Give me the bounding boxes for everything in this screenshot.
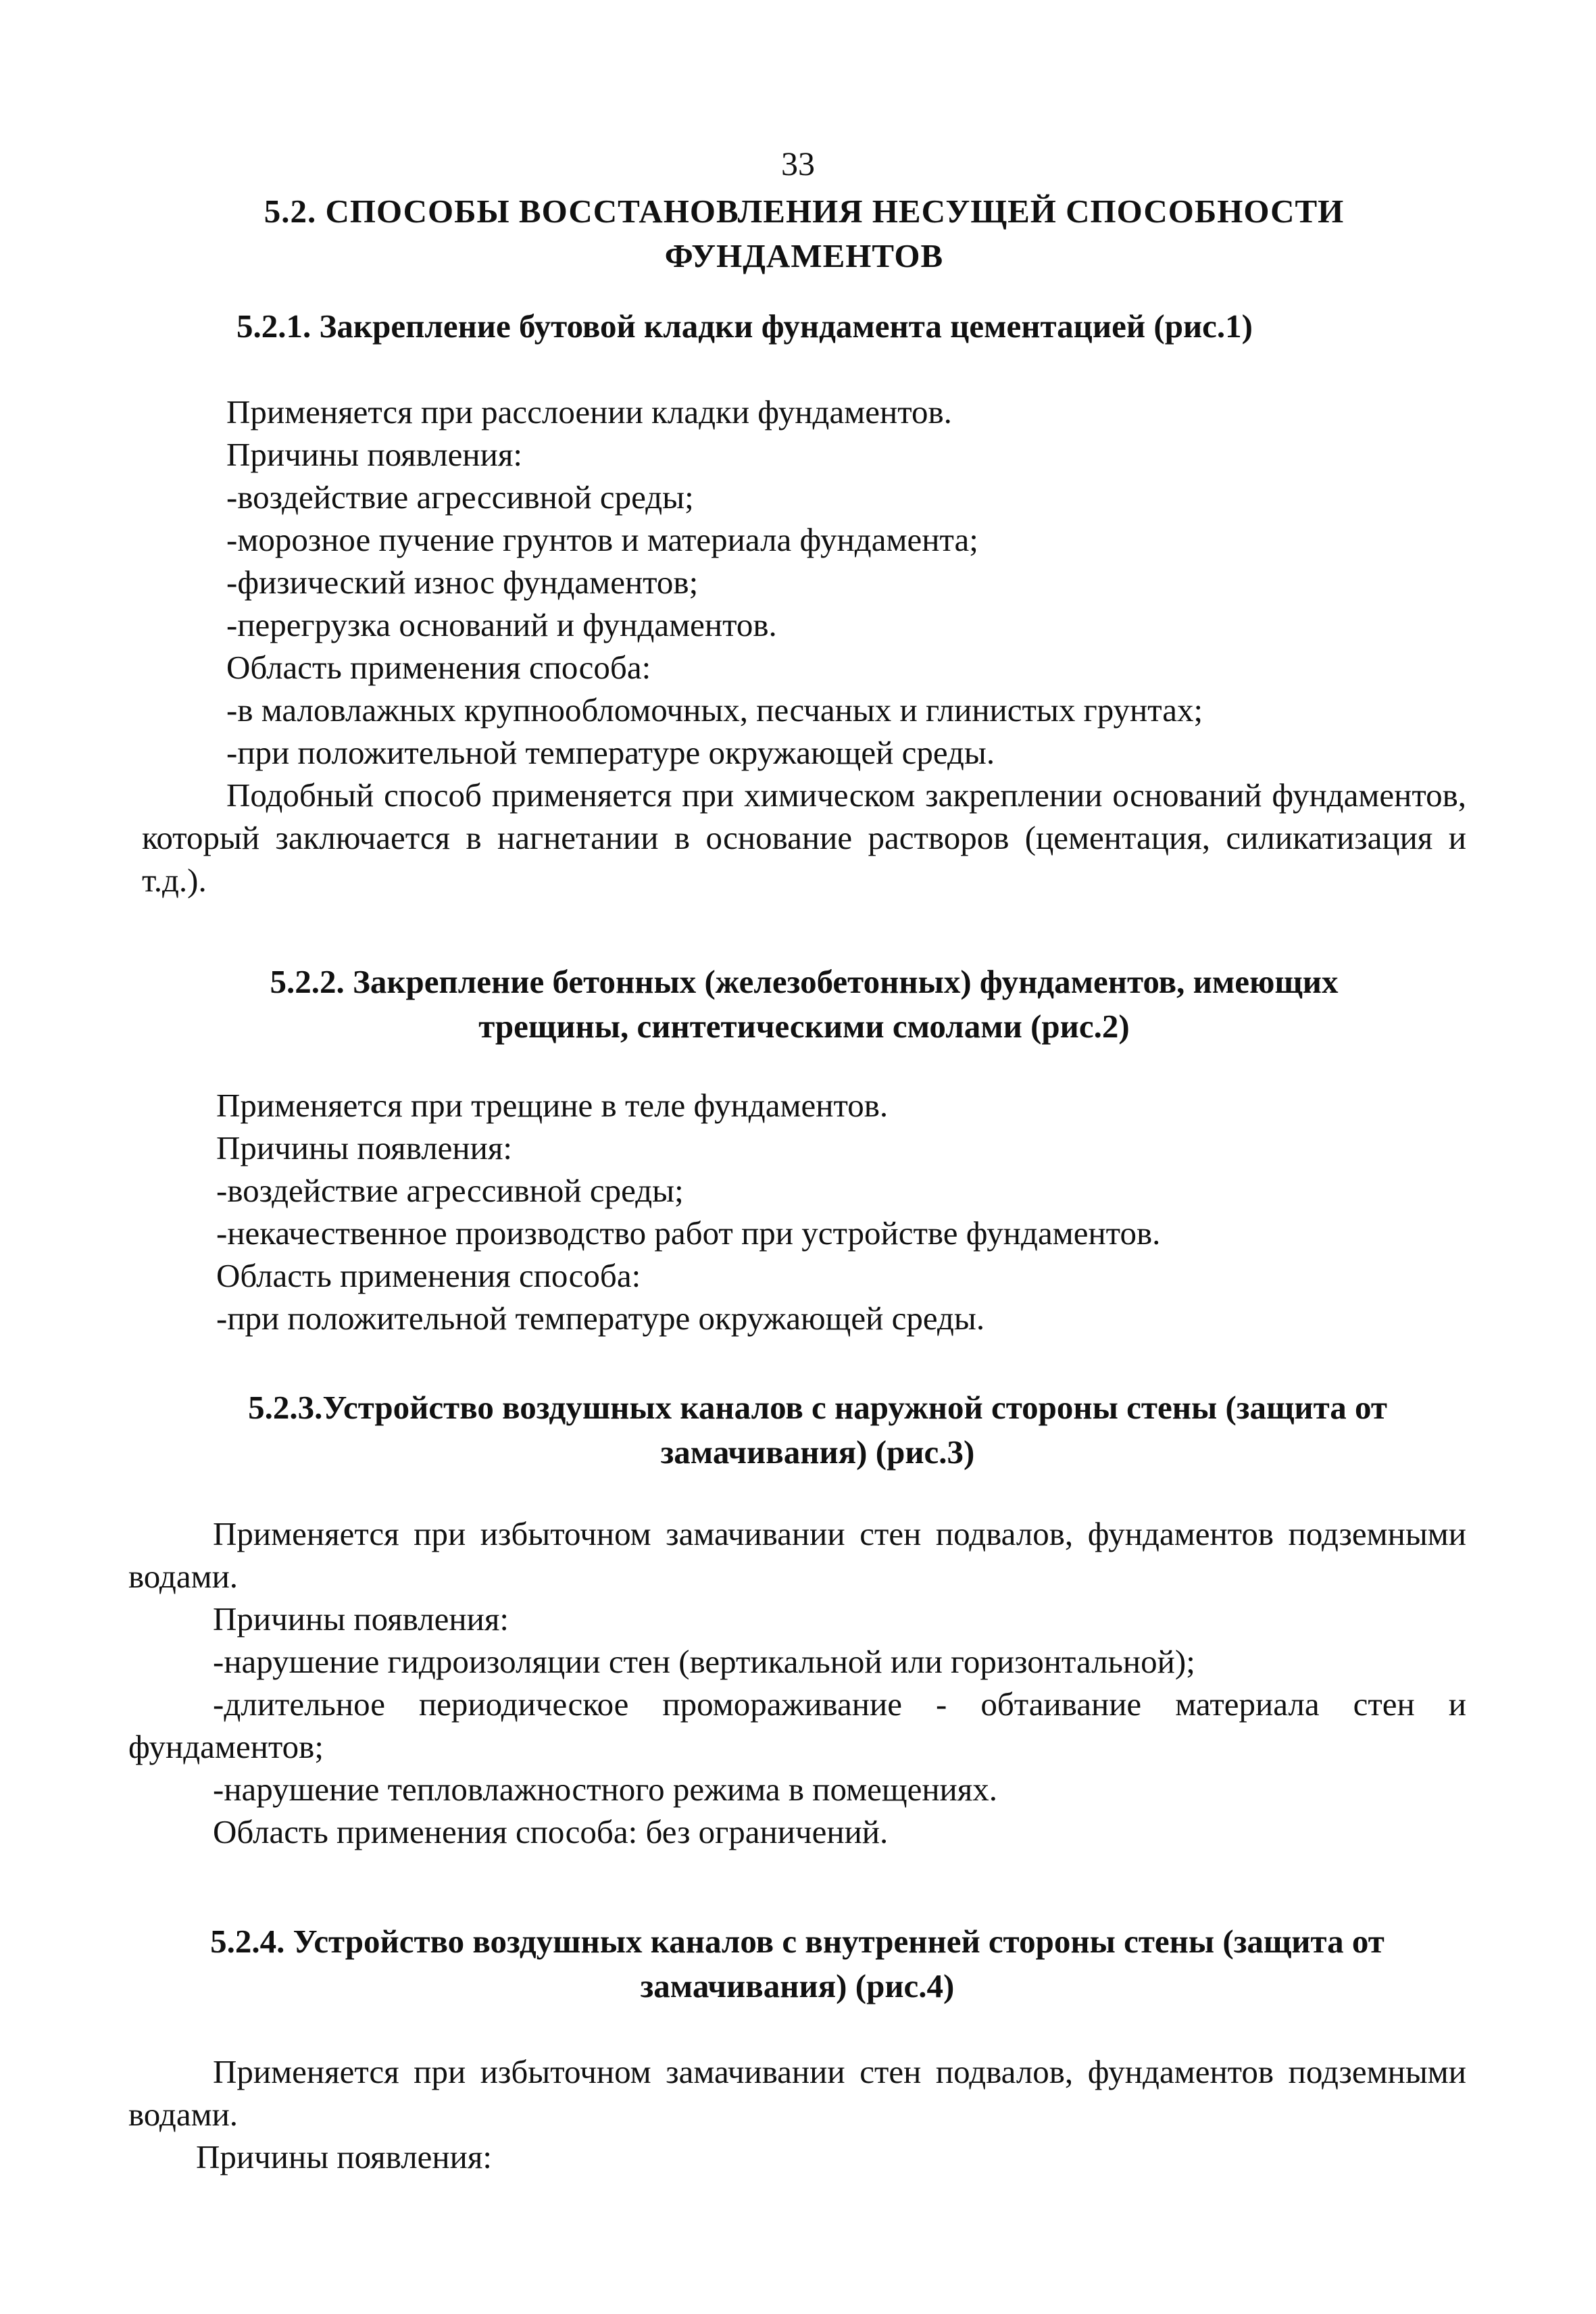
text-line: Причины появления: [196,2138,492,2175]
text-line: -некачественное производство работ при устройстве фундаментов. [216,1214,1161,1252]
section-5-2-2 [162,960,1446,1339]
section-heading: 5.2.1. Закрепление бутовой кладки фундамента цементацией (рис.1) [236,307,1253,345]
text-line: -нарушение тепловлажностного режима в помещениях. [213,1771,998,1808]
section-heading: 5.2.2. Закрепление бетонных (железобетонных) фундаментов, имеющих трещины, синтетическими смолами (рис.2) [270,963,1339,1045]
text-line: -морозное пучение грунтов и материала фундамента; [226,521,978,558]
text-line: Область применения способа: [226,649,651,686]
text-line: Причины появления: [213,1600,509,1638]
paragraph: -длительное периодическое промораживание - обтаивание материала стен и фундаментов; [128,1685,1466,1765]
text-line: -физический износ фундаментов; [226,564,699,601]
text-line: Применяется при трещине в теле фундаментов. [216,1087,889,1124]
text-line: Применяется при расслоении кладки фундаментов. [226,393,952,430]
text-line: -при положительной температуре окружающей среды. [226,734,995,771]
text-line: -нарушение гидроизоляции стен (вертикальной или горизонтальной); [213,1643,1195,1680]
text-line: Область применения способа: без ограничений. [213,1813,889,1850]
paragraph: Подобный способ применяется при химическом закреплении оснований фундаментов, который заключается в нагнетании в основание растворов (цементация, силикатизация и т.д.). [142,777,1466,899]
chapter-title: 5.2. СПОСОБЫ ВОССТАНОВЛЕНИЯ НЕСУЩЕЙ СПОСОБНОСТИ ФУНДАМЕНТОВ [264,193,1345,274]
paragraph: Применяется при избыточном замачивании стен подвалов, фундаментов подземными водами. [128,2053,1466,2133]
text-line: -воздействие агрессивной среды; [226,478,694,516]
section-5-2-4 [128,1919,1466,2178]
section-body [142,391,1466,774]
text-line: -в маловлажных крупнообломочных, песчаных и глинистых грунтах; [226,691,1203,729]
text-line: -перегрузка оснований и фундаментов. [226,606,777,643]
text-line: -при положительной температуре окружающей среды. [216,1300,985,1337]
text-line: -воздействие агрессивной среды; [216,1172,684,1209]
section-body [162,1084,1446,1339]
section-heading: 5.2.3.Устройство воздушных каналов с наружной стороны стены (защита от замачивания) (рис.3) [248,1389,1387,1471]
text-line: Область применения способа: [216,1257,641,1294]
paragraph: Применяется при избыточном замачивании стен подвалов, фундаментов подземными водами. [128,1515,1466,1595]
text-line: Причины появления: [216,1129,512,1166]
section-5-2-1 [142,304,1466,902]
section-5-2-3 [128,1385,1466,1853]
section-heading: 5.2.4. Устройство воздушных каналов с внутренней стороны стены (защита от замачивания) (рис.4) [210,1923,1385,2004]
text-line: Причины появления: [226,436,522,473]
page-number: 33 [781,145,815,182]
